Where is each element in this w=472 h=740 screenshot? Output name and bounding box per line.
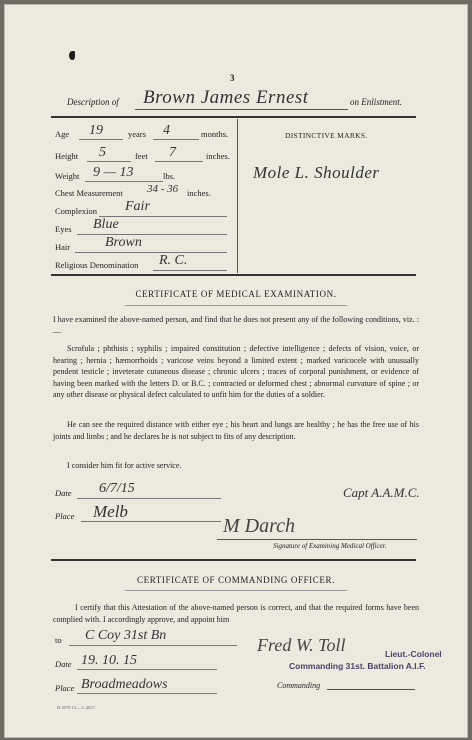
age-label: Age	[55, 129, 70, 139]
appointment-line	[69, 645, 237, 646]
eyes-value: Blue	[93, 217, 119, 232]
commanding-heading-rule	[125, 590, 347, 591]
commanding-certification-text: I certify that this Attestation of the above-named person is correct, and that the required forms have been complied with. I accordingly approve, and appoint him	[53, 603, 419, 624]
eyes-row	[55, 217, 119, 234]
hair-label: Hair	[55, 242, 71, 252]
commanding-place-line	[77, 693, 217, 694]
commanding-place-row	[55, 677, 168, 693]
height-label: Height	[55, 151, 79, 161]
page-number: 3	[230, 73, 235, 83]
commanding-certificate-heading: CERTIFICATE OF COMMANDING OFFICER.	[137, 575, 335, 585]
description-underline	[135, 109, 348, 110]
chest-value: 34 - 36	[147, 183, 179, 195]
medical-certificate-heading: CERTIFICATE OF MEDICAL EXAMINATION.	[135, 289, 337, 299]
chest-label: Chest Measurement	[55, 188, 123, 198]
age-row	[55, 123, 229, 139]
stamp-unit: Commanding 31st. Battalion A.I.F.	[289, 661, 426, 671]
weight-row	[55, 165, 176, 181]
distinctive-marks-label: DISTINCTIVE MARKS.	[285, 131, 368, 140]
medical-heading-rule	[125, 305, 347, 306]
eyes-label: Eyes	[55, 224, 72, 234]
age-months-value: 4	[163, 123, 170, 138]
age-months-line	[153, 139, 199, 140]
medical-place-row	[55, 502, 128, 521]
months-label: months.	[201, 129, 229, 139]
chest-row	[55, 183, 211, 198]
appointment-row	[55, 628, 167, 645]
printer-footnote: D.3079.15.—C.4657.	[57, 705, 96, 710]
appointment-value: C Coy 31st Bn	[85, 628, 167, 643]
height-feet-line	[87, 161, 131, 162]
commanding-place-label: Place	[55, 683, 75, 693]
weight-value: 9 — 13	[93, 165, 134, 180]
commanding-date-label: Date	[55, 659, 72, 669]
medical-fitness-text: He can see the required distance with either eye ; his heart and lungs are healthy ; he has the free use of his joints and limbs ; and he declares he is not subject to fits of any description.	[53, 420, 419, 441]
recruit-name: Brown James Ernest	[143, 87, 309, 108]
description-bottom-rule	[51, 274, 416, 276]
weight-label: Weight	[55, 171, 80, 181]
commanding-date-row	[55, 653, 137, 669]
complexion-row	[55, 199, 150, 216]
height-row	[55, 145, 230, 161]
medical-place-label: Place	[55, 511, 75, 521]
chest-unit-label: inches.	[187, 188, 211, 198]
description-top-rule	[51, 116, 416, 118]
religion-line	[153, 270, 227, 271]
enlistment-label: on Enlistment.	[350, 97, 402, 107]
religion-row	[55, 253, 188, 270]
medical-intro-text: I have examined the above-named person, and find that he does not present any of the following conditions, viz. :—	[53, 315, 419, 336]
inches-label: inches.	[206, 151, 230, 161]
medical-date-value: 6/7/15	[99, 481, 135, 496]
medical-signature-label: Signature of Examining Medical Officer.	[273, 542, 387, 550]
appointment-to-label: to	[55, 635, 62, 645]
medical-date-row	[55, 481, 135, 498]
years-label: years	[128, 129, 146, 139]
commanding-line	[327, 689, 415, 690]
height-inches-value: 7	[169, 145, 176, 160]
description-column-divider	[237, 119, 238, 273]
age-years-value: 19	[89, 123, 103, 138]
hair-value: Brown	[105, 235, 142, 250]
description-label: Description of	[67, 97, 119, 107]
hair-line	[75, 252, 227, 253]
hair-row	[55, 235, 142, 252]
medical-place-line	[81, 521, 221, 522]
medical-date-label: Date	[55, 488, 72, 498]
medical-signature-line	[217, 539, 417, 540]
height-inches-line	[155, 161, 203, 162]
section-divider-rule	[51, 559, 416, 561]
medical-officer-signature: M Darch	[223, 515, 296, 537]
religion-label: Religious Denomination	[55, 260, 139, 270]
eyes-line	[77, 234, 227, 235]
weight-line	[85, 181, 163, 182]
commanding-place-value: Broadmeadows	[81, 677, 168, 692]
medical-officer-rank: Capt A.A.M.C.	[343, 485, 420, 500]
medical-date-line	[77, 498, 221, 499]
lbs-label: lbs.	[163, 171, 176, 181]
commanding-officer-signature: Fred W. Toll	[257, 635, 346, 655]
attestation-page	[4, 4, 468, 738]
punch-hole-mark	[69, 51, 75, 60]
complexion-value: Fair	[125, 199, 150, 214]
distinctive-marks-value: Mole L. Shoulder	[253, 163, 380, 182]
feet-label: feet	[135, 151, 148, 161]
age-years-line	[79, 139, 123, 140]
commanding-date-line	[77, 669, 217, 670]
complexion-label: Complexion	[55, 206, 98, 216]
religion-value: R. C.	[159, 253, 188, 268]
medical-fit-statement: I consider him fit for active service.	[67, 461, 182, 470]
medical-conditions-text: Scrofula ; phthisis ; syphilis ; impaired constitution ; defective intelligence ; defects of vision, voice, or hearing ; hernia ; hæmorrhoids ; varicose veins beyond a limited extent ; marked varicocele with unusually pendent testicle ; inveterate cutaneous disease ; chronic ulcers ; traces of corporal punishment, or evidence of having been marked with the letters D. or B.C. ; contracted or deformed chest ; abnormal curvature of spine ; or any other disease or physical defect calculated to unfit him for the duties of a soldier.	[53, 344, 419, 399]
commanding-date-value: 19. 10. 15	[81, 653, 137, 668]
commanding-label: Commanding	[277, 681, 321, 690]
medical-place-value: Melb	[93, 502, 128, 521]
height-feet-value: 5	[99, 145, 106, 160]
stamp-rank: Lieut.-Colonel	[385, 649, 442, 659]
